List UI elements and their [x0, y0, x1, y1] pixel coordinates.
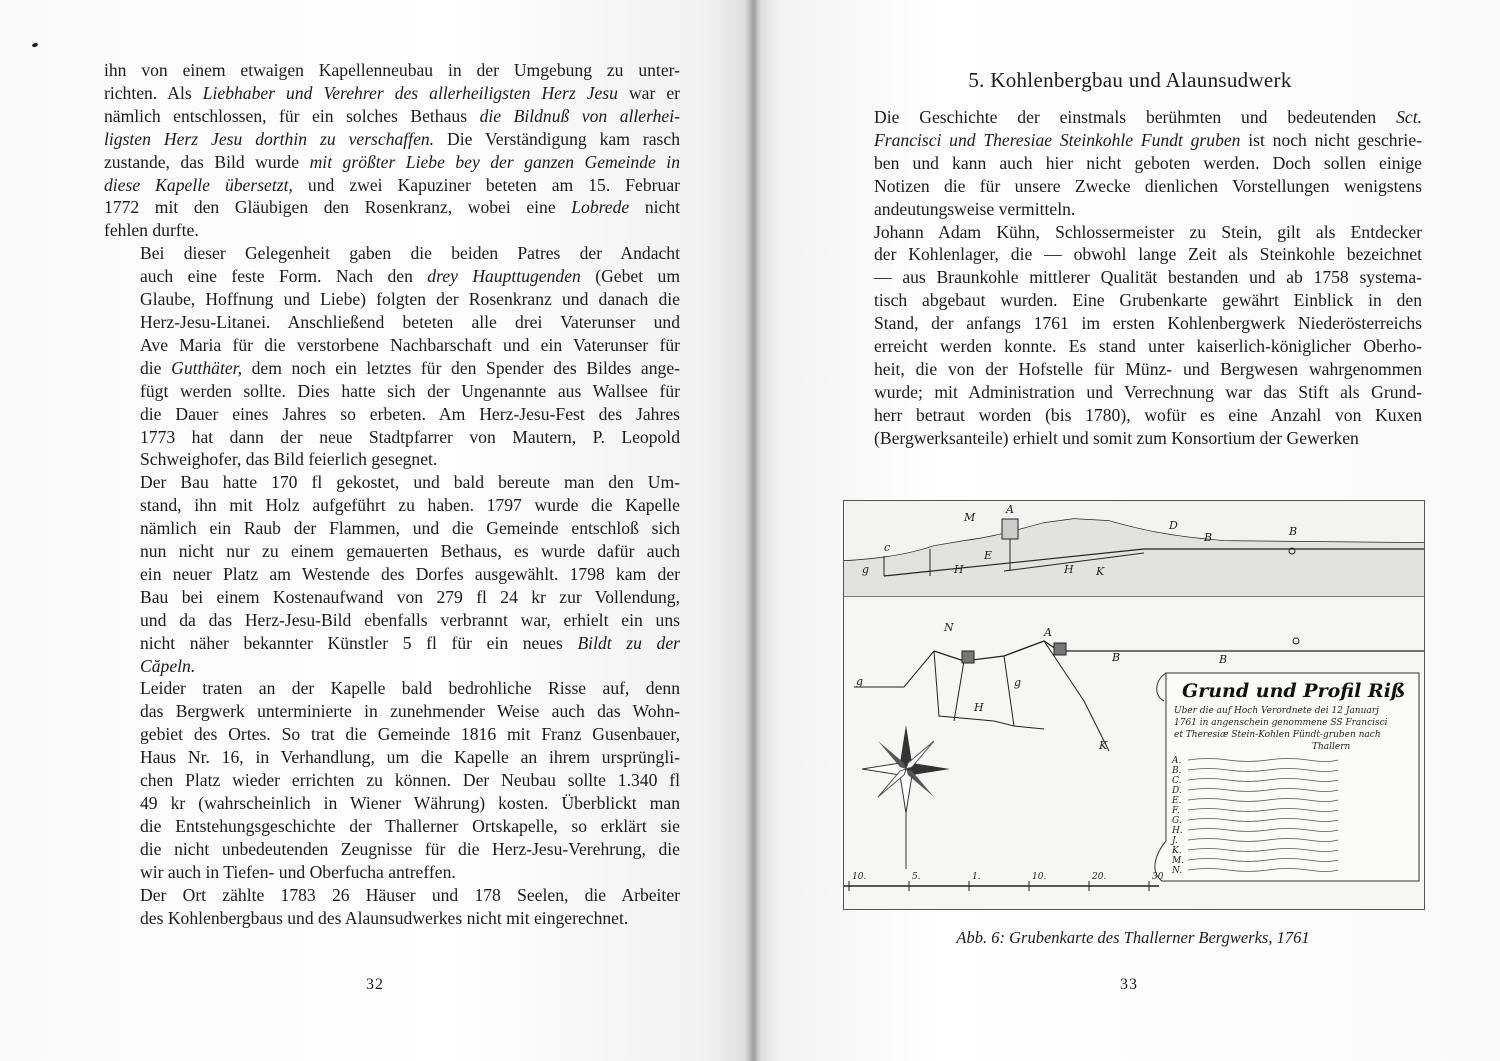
text-line: stand, ihn mit Holz aufgeführt zu haben. 1797 wurde die Kapelle: [140, 495, 680, 516]
plan-entry: [854, 651, 934, 687]
left-paragraph: [104, 59, 680, 242]
legend-letter: J.: [1172, 836, 1178, 846]
label-g3: g: [856, 675, 864, 688]
plan-gallery-k: [1044, 641, 1109, 751]
shaft-plan-1: [962, 651, 974, 663]
text-line: chen Platz wieder errichten zu können. Der Neubau sollte 1.340 fl: [140, 770, 680, 791]
cartouche-scroll: [1157, 673, 1166, 701]
label-h2: H: [1064, 563, 1074, 576]
legend-letter: G.: [1172, 816, 1182, 826]
text-line: fügt werden sollte. Dies hatte sich der Ungenannte aus Wallsee für: [140, 380, 680, 401]
text-line: die Gutthäter, dem noch ein letztes für den Spender des Bildes ange-: [140, 357, 680, 378]
legend-letter: F.: [1172, 806, 1180, 816]
text-line: (Bergwerksanteile) erhielt und somit zum Konsortium der Gewerken: [874, 427, 1359, 448]
text-line: der Kohlenlager, die — obwohl lange Zeit als Steinkohle bezeichnet: [874, 244, 1422, 265]
text-line: richten. Als Liebhaber und Verehrer des allerheiligsten Herz Jesu war er: [104, 82, 680, 103]
text-line: auch eine feste Form. Nach den drey Haupttugenden (Gebet um: [140, 266, 681, 287]
legend-letter: B.: [1172, 766, 1182, 776]
text-line: Stand, der anfangs 1761 im ersten Kohlenbergwerk Niederösterreichs: [874, 313, 1422, 334]
chapter-title: 5. Kohlenbergbau und Alaunsudwerk: [968, 68, 1292, 92]
scale-label: 20.: [1092, 872, 1107, 882]
text-line: Bau bei einem Kostenaufwand von 279 fl 24 kr zur Vollendung,: [140, 586, 680, 607]
text-line: die nicht unbedeutenden Zeugnisse für die Herz-Jesu-Verehrung, die: [140, 838, 680, 859]
label-b3: B: [1112, 651, 1121, 664]
text-line: wir auch in Tiefen- und Oberfucha antreffen.: [140, 861, 456, 882]
text-line: nämlich entschlossen, für ein solches Bethaus die Bildnuß von allerhei-: [104, 105, 680, 126]
left-paragraph: [104, 471, 680, 677]
text-line: die Entstehungsgeschichte der Thallerner Ortskapelle, so erklärt sie: [140, 815, 680, 836]
scale-marks: [849, 872, 1164, 891]
scale-label: 10.: [852, 872, 867, 882]
text-line: Glaube, Hoffnung und Liebe) folgten der Rosenkranz und danach die: [140, 289, 680, 310]
label-g2: g: [1014, 676, 1022, 689]
text-line: das Bergwerk unterminierte in zunehmender Weise auch das Wohn-: [140, 701, 680, 722]
legend-letter: K.: [1172, 846, 1182, 856]
text-line: die Dauer eines Jahres so erbeten. Am Herz-Jesu-Fest des Jahres: [140, 403, 680, 424]
text-line: andeutungsweise vermitteln.: [874, 198, 1076, 219]
page-number-right: 33: [1120, 976, 1138, 993]
text-line: nicht näher bekannter Künstler 5 fl für ein neues Bildt zu der: [140, 632, 680, 653]
label-k2: K: [1099, 739, 1108, 752]
text-line: — aus Braunkohle mittlerer Qualität bestanden und ab 1758 systema-: [874, 267, 1422, 288]
left-paragraph: [104, 242, 680, 471]
label-b4: B: [1219, 653, 1228, 666]
cartouche-sub-2: 1761 in angenschein genommene SS Francisci: [1174, 718, 1388, 728]
legend-letter: C.: [1172, 776, 1182, 786]
text-line: Schweighofer, das Bild feierlich gesegnet.: [140, 449, 438, 470]
text-line: Bei dieser Gelegenheit gaben die beiden Patres der Andacht: [140, 243, 680, 264]
label-m: M: [964, 511, 976, 524]
scale-label: 1.: [972, 872, 981, 882]
text-line: ben und kann auch hier nicht geboten werden. Doch sollen einige: [874, 152, 1422, 173]
plan-main-gallery: [934, 641, 1424, 661]
text-line: des Kohlenbergbaus und des Alaunsudwerkes nicht mit eingerechnet.: [140, 907, 629, 928]
label-e: E: [984, 549, 993, 562]
legend-letter: M.: [1172, 856, 1185, 866]
mine-map-drawing: [844, 501, 1424, 909]
cartouche-title: Grund und Profil Riß: [1182, 680, 1406, 702]
label-b1: B: [1204, 531, 1213, 544]
text-line: 1773 hat dann der neue Stadtpfarrer von Mautern, P. Leopold: [140, 426, 680, 447]
right-paragraph: [838, 106, 1422, 221]
text-line: ligsten Herz Jesu dorthin zu verschaffen. Die Verständigung kam rasch: [104, 128, 680, 149]
compass-rose: [862, 725, 950, 869]
shaft-house-a: [1002, 519, 1018, 539]
left-paragraph: [104, 884, 680, 930]
text-line: nämlich ein Raub der Flammen, und die Gemeinde entschloß sich: [140, 518, 680, 539]
label-a: A: [1006, 503, 1014, 516]
text-line: 1772 mit den Gläubigen den Rosenkranz, wobei eine Lobrede nicht: [104, 197, 681, 218]
left-page-body: [104, 59, 680, 929]
figure-caption: Abb. 6: Grubenkarte des Thallerner Bergwerks, 1761: [956, 928, 1310, 947]
text-line: Herz-Jesu-Litanei. Anschließend beteten alle drei Vaterunser und: [140, 311, 680, 332]
text-line: herr betraut worden (bis 1780), wofür es eine Anzahl von Kuxen: [874, 404, 1422, 425]
legend-letter: D.: [1172, 786, 1182, 796]
text-line: Francisci und Theresiae Steinkohle Fundt gruben ist noch nicht geschrie-: [874, 129, 1422, 150]
label-h3: H: [974, 701, 984, 714]
text-line: nun nicht nur zu einem gemauerten Bethaus, es wurde dafür auch: [140, 541, 680, 562]
mine-map-figure: [843, 500, 1425, 910]
label-h1: H: [954, 563, 964, 576]
label-k: K: [1096, 565, 1105, 578]
left-paragraph: [104, 677, 680, 883]
text-line: Căpeln.: [140, 655, 196, 676]
legend-letter: H.: [1172, 826, 1183, 836]
book-gutter: [745, 0, 761, 1061]
text-line: Notizen die für unsere Zwecke dienlichen Vorstellungen wenigstens: [874, 175, 1422, 196]
cartouche-sub-1: Uber die auf Hoch Verordnete dei 12 Januarj: [1174, 706, 1379, 716]
shaft-plan-2: [1054, 643, 1066, 655]
text-line: Ave Maria für die verstorbene Nachbarschaft und ein Vaterunser für: [140, 334, 680, 355]
legend-letter: N.: [1172, 866, 1183, 876]
text-line: zustande, das Bild wurde mit größter Liebe bey der ganzen Gemeinde in: [104, 151, 680, 172]
text-line: Haus Nr. 16, in Verhandlung, um die Kapelle an ihrem ursprüngli-: [140, 747, 680, 768]
page-number-left: 32: [366, 976, 384, 993]
scale-label: 5.: [912, 872, 921, 882]
text-line: Der Ort zählte 1783 26 Häuser und 178 Seelen, die Arbeiter: [140, 884, 680, 905]
right-page-body: [838, 106, 1422, 450]
text-line: Die Geschichte der einstmals berühmten und bedeutenden Sct.: [874, 107, 1422, 127]
right-paragraph: [838, 221, 1422, 450]
scale-label: 10.: [1032, 872, 1047, 882]
text-line: tisch abgebaut wurden. Eine Grubenkarte gewährt Einblick in den: [874, 290, 1422, 311]
cartouche-frame: [1155, 673, 1419, 881]
label-b2: B: [1289, 525, 1298, 538]
plan-gallery-g: [1004, 656, 1044, 729]
text-line: diese Kapelle übersetzt, und zwei Kapuziner beteten am 15. Februar: [104, 174, 680, 195]
label-c: c: [884, 541, 891, 554]
label-a2: A: [1044, 626, 1052, 639]
label-n: N: [944, 621, 954, 634]
text-line: erreicht werden konnte. Es stand unter kaiserlich-königlicher Oberho-: [874, 336, 1422, 357]
text-line: wurde; mit Administration und Verrechnung war das Stift als Grund-: [874, 381, 1422, 402]
text-line: fehlen durfte.: [104, 220, 199, 241]
cartouche-sub-4: Thallern: [1312, 742, 1351, 752]
legend-letter: E.: [1172, 796, 1182, 806]
text-line: heit, die von der Hofstelle für Münz- und Bergwesen wahrgenommen: [874, 358, 1422, 379]
text-line: Der Bau hatte 170 fl gekostet, und bald bereute man den Um-: [140, 472, 680, 493]
scale-label: 30: [1152, 872, 1164, 882]
text-line: und da das Herz-Jesu-Bild ebenfalls verbrannt war, erhielt ein uns: [140, 609, 680, 630]
text-line: Leider traten an der Kapelle bald bedrohliche Risse auf, denn: [140, 678, 680, 699]
label-g: g: [862, 563, 870, 576]
label-d: D: [1169, 519, 1178, 532]
text-line: ein neuer Platz am Westende des Dorfes ausgewählt. 1798 kam der: [140, 563, 680, 584]
plan-gallery-f: [954, 661, 964, 721]
text-line: ihn von einem etwaigen Kapellenneubau in der Umgebung zu unter-: [104, 60, 680, 80]
text-line: Johann Adam Kühn, Schlossermeister zu Stein, gilt als Entdecker: [874, 221, 1422, 242]
cartouche-sub-3: et Theresiæ Stein-Kohlen Fündt-gruben nach: [1174, 730, 1381, 740]
legend-letter: A.: [1172, 756, 1182, 766]
text-line: gebiet des Ortes. So trat die Gemeinde 1816 mit Franz Gusenbauer,: [140, 724, 680, 745]
text-line: 49 kr (wahrscheinlich in Wiener Währung) kosten. Überblickt man: [140, 793, 680, 813]
marker-o-plan: [1293, 638, 1299, 644]
